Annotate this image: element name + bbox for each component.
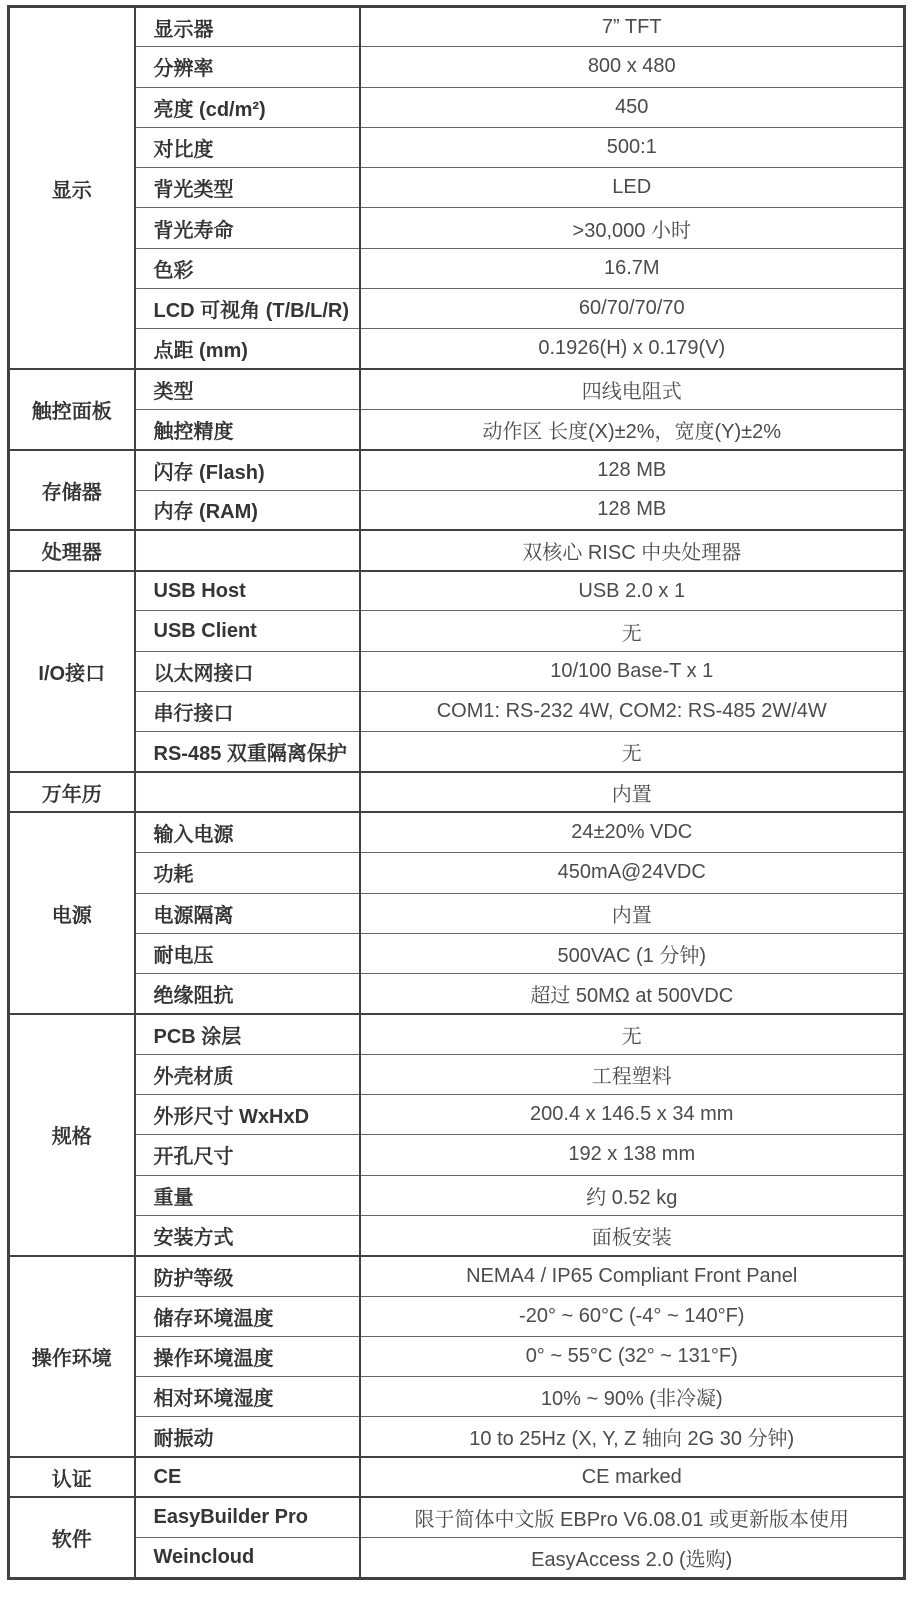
spec-value: 60/70/70/70 (360, 289, 905, 329)
spec-label (135, 530, 360, 570)
spec-value: COM1: RS-232 4W, COM2: RS-485 2W/4W (360, 692, 905, 732)
spec-table (7, 5, 906, 1580)
spec-label: 耐电压 (135, 933, 360, 973)
table-row (9, 409, 905, 449)
table-row (9, 1135, 905, 1175)
spec-label: 储存环境温度 (135, 1296, 360, 1336)
spec-label: 类型 (135, 369, 360, 409)
table-row (9, 490, 905, 530)
category-cell: 触控面板 (9, 369, 135, 450)
spec-value: >30,000 小时 (360, 208, 905, 248)
category-cell: 电源 (9, 812, 135, 1013)
spec-value: 内置 (360, 893, 905, 933)
table-row (9, 530, 905, 570)
spec-value: 无 (360, 1014, 905, 1054)
table-row (9, 1014, 905, 1054)
spec-label: 防护等级 (135, 1256, 360, 1296)
table-row (9, 1054, 905, 1094)
spec-value: 超过 50MΩ at 500VDC (360, 974, 905, 1014)
spec-value: 内置 (360, 772, 905, 812)
spec-label: 背光寿命 (135, 208, 360, 248)
category-cell: 规格 (9, 1014, 135, 1256)
spec-label: 开孔尺寸 (135, 1135, 360, 1175)
table-row (9, 168, 905, 208)
spec-value: 工程塑料 (360, 1054, 905, 1094)
spec-value: 128 MB (360, 450, 905, 490)
spec-label: 相对环境湿度 (135, 1377, 360, 1417)
spec-label: 操作环境温度 (135, 1336, 360, 1376)
spec-value: 无 (360, 732, 905, 772)
table-row (9, 1377, 905, 1417)
table-row (9, 933, 905, 973)
table-row (9, 611, 905, 651)
spec-label: 以太网接口 (135, 651, 360, 691)
spec-value: 450mA@24VDC (360, 853, 905, 893)
spec-label: EasyBuilder Pro (135, 1497, 360, 1537)
table-row (9, 893, 905, 933)
table-row (9, 1215, 905, 1255)
table-row (9, 1296, 905, 1336)
table-row (9, 692, 905, 732)
spec-label: USB Client (135, 611, 360, 651)
table-row (9, 1095, 905, 1135)
spec-value: 24±20% VDC (360, 812, 905, 852)
spec-label: 外壳材质 (135, 1054, 360, 1094)
spec-value: 无 (360, 611, 905, 651)
table-row (9, 47, 905, 87)
category-cell: 认证 (9, 1457, 135, 1497)
spec-value: 800 x 480 (360, 47, 905, 87)
spec-label: 串行接口 (135, 692, 360, 732)
table-row (9, 732, 905, 772)
spec-value: 500VAC (1 分钟) (360, 933, 905, 973)
spec-value: 200.4 x 146.5 x 34 mm (360, 1095, 905, 1135)
spec-value: CE marked (360, 1457, 905, 1497)
spec-label: 耐振动 (135, 1417, 360, 1457)
spec-label: 外形尺寸 WxHxD (135, 1095, 360, 1135)
spec-value: 四线电阻式 (360, 369, 905, 409)
spec-value: 动作区 长度(X)±2%，宽度(Y)±2% (360, 409, 905, 449)
spec-label: 闪存 (Flash) (135, 450, 360, 490)
table-row (9, 1497, 905, 1537)
table-row (9, 208, 905, 248)
spec-label: 重量 (135, 1175, 360, 1215)
table-row (9, 329, 905, 369)
table-row (9, 571, 905, 611)
table-row (9, 1538, 905, 1578)
category-cell: 软件 (9, 1497, 135, 1578)
spec-label: 对比度 (135, 127, 360, 167)
spec-value: EasyAccess 2.0 (选购) (360, 1538, 905, 1578)
spec-label: 背光类型 (135, 168, 360, 208)
table-row (9, 369, 905, 409)
table-row (9, 812, 905, 852)
spec-value: 0° ~ 55°C (32° ~ 131°F) (360, 1336, 905, 1376)
table-row (9, 450, 905, 490)
spec-label: 色彩 (135, 248, 360, 288)
spec-value: 192 x 138 mm (360, 1135, 905, 1175)
category-cell: 显示 (9, 7, 135, 370)
table-row (9, 1417, 905, 1457)
table-row (9, 1175, 905, 1215)
category-cell: 万年历 (9, 772, 135, 812)
spec-label: 电源隔离 (135, 893, 360, 933)
spec-value: 10 to 25Hz (X, Y, Z 轴向 2G 30 分钟) (360, 1417, 905, 1457)
category-cell: I/O接口 (9, 571, 135, 772)
table-row (9, 248, 905, 288)
spec-value: -20° ~ 60°C (-4° ~ 140°F) (360, 1296, 905, 1336)
spec-value: 10/100 Base-T x 1 (360, 651, 905, 691)
spec-label: 功耗 (135, 853, 360, 893)
spec-label (135, 772, 360, 812)
table-row (9, 1256, 905, 1296)
spec-value: 10% ~ 90% (非冷凝) (360, 1377, 905, 1417)
spec-value: 16.7M (360, 248, 905, 288)
spec-value: 0.1926(H) x 0.179(V) (360, 329, 905, 369)
spec-label: 亮度 (cd/m²) (135, 87, 360, 127)
spec-value: USB 2.0 x 1 (360, 571, 905, 611)
table-row (9, 772, 905, 812)
spec-value: 450 (360, 87, 905, 127)
spec-value: 7” TFT (360, 7, 905, 47)
spec-label: RS-485 双重隔离保护 (135, 732, 360, 772)
spec-label: 显示器 (135, 7, 360, 47)
table-row (9, 1336, 905, 1376)
table-row (9, 651, 905, 691)
spec-value: LED (360, 168, 905, 208)
spec-label: LCD 可视角 (T/B/L/R) (135, 289, 360, 329)
spec-value: 双核心 RISC 中央处理器 (360, 530, 905, 570)
spec-label: 绝缘阻抗 (135, 974, 360, 1014)
spec-table-body (9, 7, 905, 1579)
spec-value: 500:1 (360, 127, 905, 167)
category-cell: 操作环境 (9, 1256, 135, 1457)
table-row (9, 127, 905, 167)
spec-label: 触控精度 (135, 409, 360, 449)
table-row (9, 974, 905, 1014)
spec-value: 约 0.52 kg (360, 1175, 905, 1215)
category-cell: 存储器 (9, 450, 135, 531)
spec-label: 输入电源 (135, 812, 360, 852)
spec-label: 点距 (mm) (135, 329, 360, 369)
spec-label: CE (135, 1457, 360, 1497)
spec-value: 128 MB (360, 490, 905, 530)
spec-value: 限于简体中文版 EBPro V6.08.01 或更新版本使用 (360, 1497, 905, 1537)
spec-label: PCB 涂层 (135, 1014, 360, 1054)
table-row (9, 289, 905, 329)
spec-label: USB Host (135, 571, 360, 611)
spec-value: 面板安装 (360, 1215, 905, 1255)
table-row (9, 853, 905, 893)
spec-label: 分辨率 (135, 47, 360, 87)
spec-value: NEMA4 / IP65 Compliant Front Panel (360, 1256, 905, 1296)
table-row (9, 87, 905, 127)
spec-label: Weincloud (135, 1538, 360, 1578)
category-cell: 处理器 (9, 530, 135, 570)
spec-label: 安装方式 (135, 1215, 360, 1255)
spec-label: 内存 (RAM) (135, 490, 360, 530)
table-row (9, 7, 905, 47)
table-row (9, 1457, 905, 1497)
